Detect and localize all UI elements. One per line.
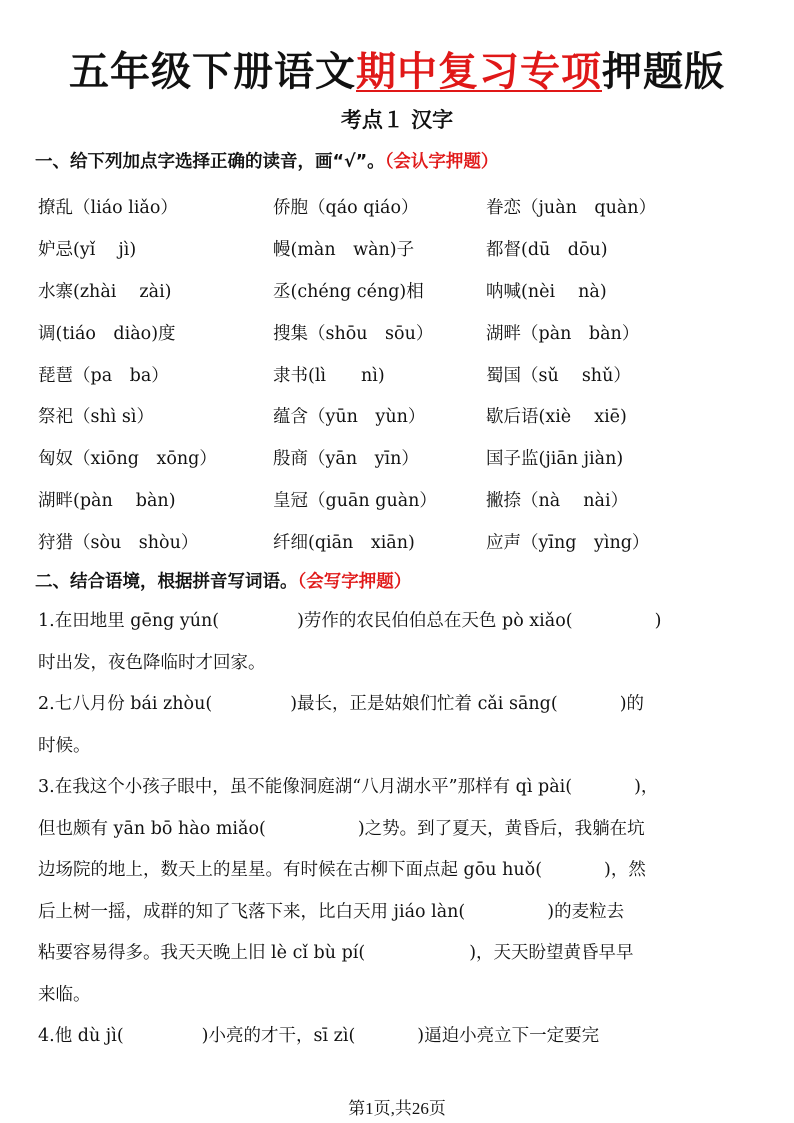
pinyin-item: 撩乱（liáo liǎo） [38,198,178,219]
question-3 [38,767,768,1016]
pinyin-item: 撇捺（nà nài） [486,490,629,511]
pinyin-item: 祭祀（shì sì） [38,407,154,428]
pinyin-item: 应声（yīng yìng） [486,532,650,553]
pinyin-row [38,311,778,353]
pinyin-row [38,520,778,562]
q3-part-b: )， [634,777,659,797]
pinyin-item: 蕴含（yūn yùn） [273,407,426,428]
pinyin-item: 眷恋（juàn quàn） [486,198,657,219]
question-1-line-2: 时出发，夜色降临时才回家。 [38,652,266,673]
question-4-line-1 [38,1016,768,1058]
page-number: 第1页,共26页 [348,1099,446,1118]
q3-part-e: 边场院的地上，数天上的星星。有时候在古柳下面点起 gōu huǒ( [38,860,543,880]
pinyin-item: 湖畔(pàn bàn) [38,490,176,511]
pinyin-item: 国子监(jiān jiàn) [486,449,624,470]
pinyin-item: 呐喊(nèi nà) [486,281,607,302]
section2-heading-text: 二、结合语境，根据拼音写词语。 [35,572,298,592]
question-3-line-3 [38,850,768,892]
pinyin-item: 丞(chéng céng)相 [273,281,424,302]
section1-heading-text: 一、给下列加点字选择正确的读音，画“√”。 [35,152,385,172]
question-1 [38,601,768,684]
q3-part-c: 但也颇有 yān bō hào miǎo( [38,818,266,839]
pinyin-row [38,353,778,395]
pinyin-item: 湖畔（pàn bàn） [486,323,640,344]
q3-part-d: )之势。到了夏天，黄昏后，我躺在坑 [357,818,645,839]
pinyin-row [38,437,778,479]
pinyin-item: 匈奴（xiōng xōng） [38,449,217,470]
q3-part-g: 后上树一摇，成群的知了飞落下来，比白天用 jiáo làn( [38,901,466,922]
q3-part-a: 3.在我这个小孩子眼中，虽不能像洞庭湖“八月湖水平”那样有 qì pài( [38,777,573,797]
section2-heading [35,568,411,593]
pinyin-item: 蜀国（sǔ shǔ） [486,365,631,386]
q3-part-j: )，天天盼望黄昏早早 [469,943,634,963]
pinyin-item: 狩猎（sòu shòu） [38,532,199,553]
pinyin-item: 隶书(lì nì) [273,365,385,386]
question-3-line-6: 来临。 [38,984,91,1005]
question-4 [38,1016,768,1058]
pinyin-row [38,270,778,312]
pinyin-grid [38,186,778,562]
q1-part-c: ) [654,611,662,631]
q2-part-b: )最长，正是姑娘们忙着 cǎi sāng( [290,694,558,714]
pinyin-item: 幔(màn wàn)子 [273,240,415,261]
pinyin-item: 调(tiáo diào)度 [38,323,176,344]
section1-tag: （会认字押题） [384,152,499,172]
q2-part-c: )的 [619,694,645,714]
pinyin-row [38,479,778,521]
section1-heading [35,148,498,173]
q3-part-i: 粘要容易得多。我天天晚上旧 lè cǐ bù pí( [38,943,366,963]
pinyin-item: 搜集（shōu sōu） [273,323,434,344]
pinyin-row [38,395,778,437]
pinyin-item: 妒忌(yǐ jì) [38,240,137,261]
q3-part-f: )，然 [604,860,646,880]
q3-part-h: )的麦粒去 [547,901,625,922]
pinyin-item: 侨胞（qáo qiáo） [273,198,419,219]
pinyin-row [38,228,778,270]
pinyin-item: 殷商（yān yīn） [273,449,419,470]
section2-tag: （会写字押题） [297,572,412,592]
q4-part-b: )小亮的才干，sī zì( [201,1026,356,1046]
question-3-line-5 [38,933,768,975]
pinyin-item: 皇冠（guān guàn） [273,490,437,511]
title-highlight: 期中复习专项 [356,49,602,95]
question-3-line-2 [38,809,768,851]
title-prefix: 五年级下册语文 [69,49,356,95]
q4-part-c: )逼迫小亮立下一定要完 [417,1026,600,1046]
q2-part-a: 2.七八月份 bái zhòu( [38,694,213,714]
pinyin-row [38,186,778,228]
title-suffix: 押题版 [602,49,725,95]
question-2-line-2: 时候。 [38,735,91,756]
pinyin-item: 纤细(qiān xiān) [273,532,415,553]
pinyin-item: 都督(dū dōu) [486,240,608,261]
question-2 [38,684,768,767]
question-3-line-4 [38,892,768,934]
pinyin-item: 琵琶（pa ba） [38,365,169,386]
q1-part-b: )劳作的农民伯伯总在天色 pò xiǎo( [297,611,573,631]
section-subtitle: 考点１ 汉字 [340,108,454,132]
q4-part-a: 4.他 dù jì( [38,1026,124,1046]
question-1-line-1 [38,601,768,643]
question-3-line-1 [38,767,768,809]
question-2-line-1 [38,684,768,726]
pinyin-item: 水寨(zhài zài) [38,281,172,302]
pinyin-item: 歇后语(xiè xiē) [486,407,627,428]
page-title [0,40,794,97]
q1-part-a: 1.在田地里 gēng yún( [38,611,220,631]
